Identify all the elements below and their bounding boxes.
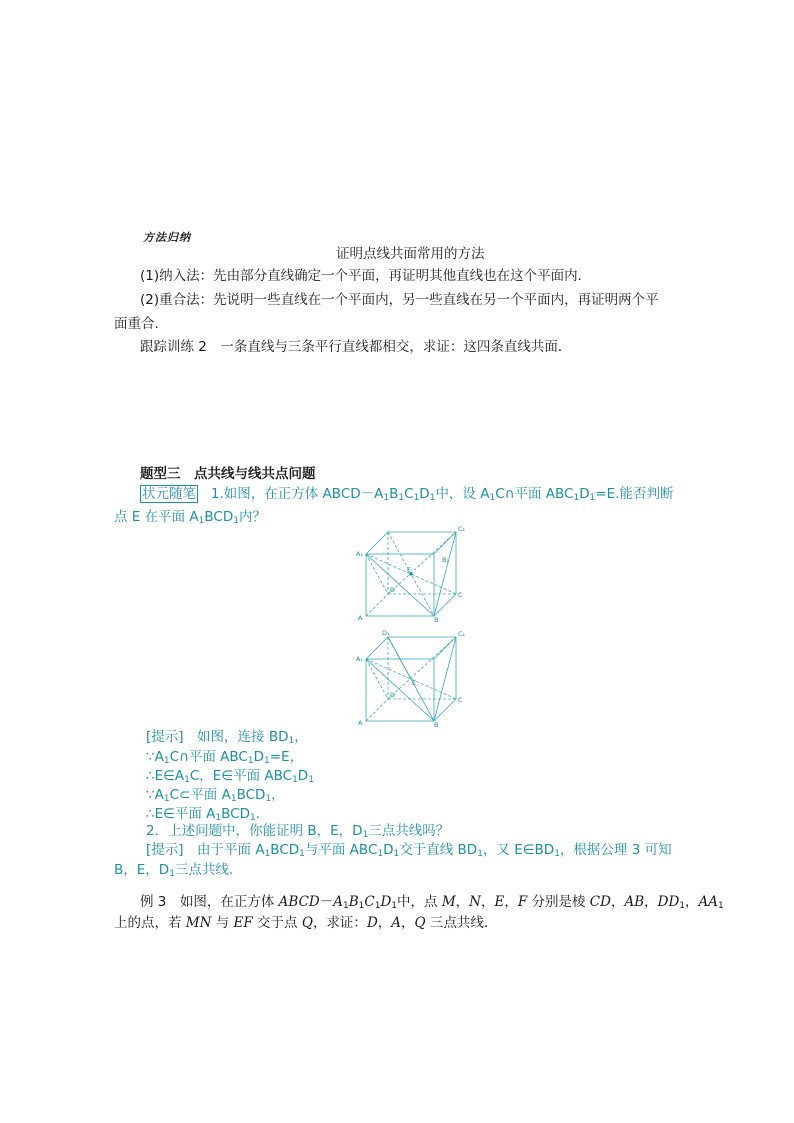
topic-3-title: 题型三 点共线与线共点问题: [140, 466, 316, 482]
hint-2-line-2: B，E，$D_1$三点共线．: [114, 862, 243, 879]
hint-1-line-2: $\because A_1C\cap$平面 $ABC_1D_1=E$，: [146, 749, 304, 766]
example-3-line-1: 例 3 如图，在正方体 $ABCD-A_1B_1C_1D_1$中，点 M，N，E，F 分别是棱 CD，AB，$DD_1$，$AA_1$: [140, 894, 724, 911]
fig2-label-d: D: [390, 691, 396, 699]
cube-figure-2: [354, 627, 468, 727]
cube-figure-1: [354, 522, 468, 622]
fig2-label-c: C: [458, 696, 463, 704]
section-title: 证明点线共面常用的方法: [336, 246, 485, 262]
method-2-line-1: (2)重合法：先说明一些直线在一个平面内，另一些直线在另一个平面内，再证明两个平: [140, 292, 659, 308]
fig2-label-a: A: [358, 719, 363, 727]
hint-1-line-3: $\therefore E\in A_1C$，E∈平面 $ABC_1D_1$: [146, 768, 314, 785]
badge: 状元随笔: [142, 486, 196, 502]
fig2-label-b: B: [434, 721, 439, 727]
fig1-label-a: A: [358, 614, 363, 622]
question-1-line-2: 点 E 在平面 $A_1BCD_1$内？: [114, 509, 266, 526]
fig1-label-c1: C₁: [458, 525, 466, 533]
fig2-label-a1: A₁: [356, 655, 364, 663]
fig1-label-e: E: [407, 566, 412, 574]
question-1-line-1: 状元随笔 1.如图，在正方体 $ABCD-A_1B_1C_1D_1$中，设 $A_1C\cap$平面 $ABC_1D_1=E$.能否判断: [142, 486, 674, 503]
example-3-line-2: 上的点，若 MN 与 EF 交于点 Q，求证：D，A，Q 三点共线．: [114, 915, 498, 931]
fig2-label-d1: D₁: [382, 629, 390, 637]
method-2-line-2: 面重合．: [114, 316, 168, 332]
method-heading: 方法归纳: [143, 231, 191, 244]
hint-1-line-4: $\because A_1C\subset$平面 $A_1BCD_1$，: [146, 787, 285, 804]
method-1: (1)纳入法：先由部分直线确定一个平面，再证明其他直线也在这个平面内．: [140, 268, 592, 284]
hint-1-line-1: [提示] 如图，连接 $BD_1$，: [146, 729, 308, 746]
fig2-label-e: E: [412, 679, 417, 687]
fig1-label-b: B: [434, 616, 439, 622]
fig1-label-a1: A₁: [356, 550, 364, 558]
question-2: 2．上述问题中，你能证明 B，E，$D_1$三点共线吗？: [146, 823, 450, 840]
fig1-label-d: D: [390, 586, 396, 594]
hint-1-line-5: ∴E∈平面 $A_1BCD_1$.: [146, 806, 261, 823]
fig1-label-b1: B₁: [442, 556, 450, 564]
fig2-label-c1: C₁: [458, 630, 466, 638]
fig1-label-c: C: [458, 591, 463, 599]
training-2: 跟踪训练 2 一条直线与三条平行直线都相交，求证：这四条直线共面．: [140, 339, 572, 355]
hint-2-line-1: [提示] 由于平面 $A_1BCD_1$与平面 $ABC_1D_1$交于直线 $BD_1$，又 $E\in BD_1$，根据公理 3 可知: [146, 842, 672, 859]
